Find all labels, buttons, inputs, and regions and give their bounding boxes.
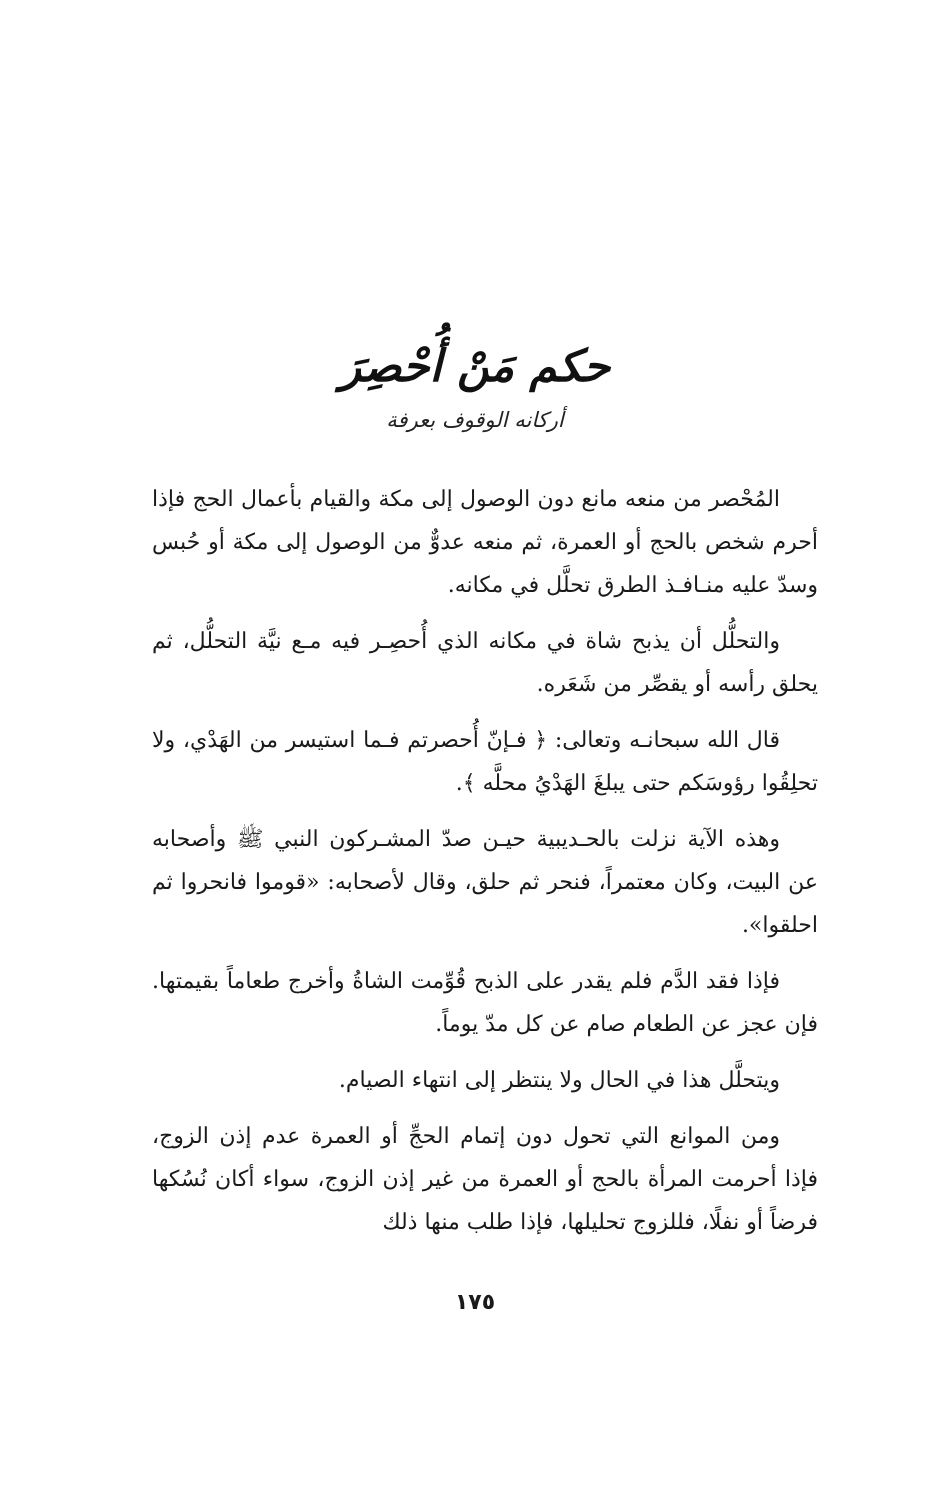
paragraph: ويتحلَّل هذا في الحال ولا ينتظر إلى انتهاء الصيام.	[338, 1068, 780, 1093]
paragraph: والتحلُّل أن يذبح شاة في مكانه الذي أُحصِـر فيه مـع نيَّة التحلُّل، ثم يحلق رأسه أو يقصِّر من شَعَره.	[152, 629, 818, 697]
page-number: ١٧٥	[454, 1290, 496, 1315]
chapter-heading	[0, 335, 950, 435]
paragraph: فإذا فقد الدَّم فلم يقدر على الذبح قُوِّمت الشاةُ وأخرج طعاماً بقيمتها. فإن عجز عن الطعام صام عن كل مدّ يوماً.	[152, 969, 818, 1037]
chapter-title: حكم مَنْ أُحْصِرَ	[339, 341, 611, 392]
chapter-subtitle: أركانه الوقوف بعرفة	[386, 408, 564, 432]
body-text	[152, 478, 818, 1257]
paragraph: قال الله سبحانـه وتعالى: ﴿ فـإنّ أُحصرتم فـما استيسر من الهَدْي، ولا تحلِقُوا رؤوسَكم حتى يبلغَ الهَدْيُ محلَّه ﴾.	[152, 728, 818, 796]
paragraph: وهذه الآية نزلت بالحـديبية حيـن صدّ المشـركون النبي ﷺ وأصحابه عن البيت، وكان معتمراً، فنحر ثم حلق، وقال لأصحابه: «قوموا فانحروا ثم احلقوا».	[152, 827, 818, 938]
paragraph: المُحْصر من منعه مانع دون الوصول إلى مكة والقيام بأعمال الحج فإذا أحرم شخص بالحج أو العمرة، ثم منعه عدوٌّ من الوصول إلى مكة أو حُبس وسدّ عليه منـافـذ الطرق تحلَّل في مكانه.	[152, 487, 818, 598]
paragraph: ومن الموانع التي تحول دون إتمام الحجِّ أو العمرة عدم إذن الزوج، فإذا أحرمت المرأة بالحج أو العمرة من غير إذن الزوج، سواء أكان نُسُكها فرضاً أو نفلًا، فللزوج تحليلها، فإذا طلب منها ذلك	[152, 1124, 818, 1235]
